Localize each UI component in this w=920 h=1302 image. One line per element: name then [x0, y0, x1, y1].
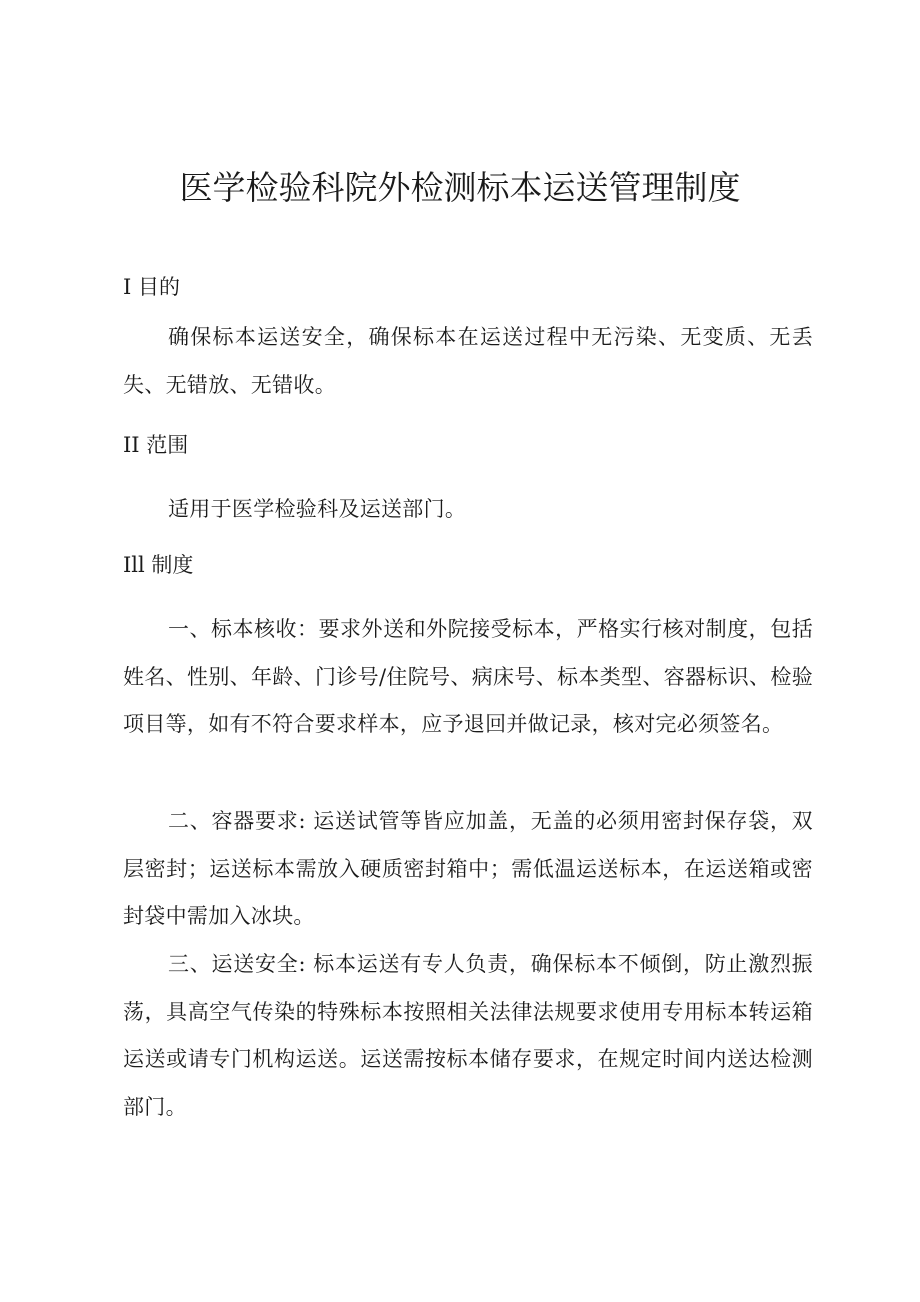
document-title: 医学检验科院外检测标本运送管理制度 [179, 168, 741, 207]
paragraph-specimen-receipt: 一、标本核收：要求外送和外院接受标本，严格实行核对制度，包括姓名、性别、年龄、门诊号/住院号、病床号、标本类型、容器标识、检验项目等，如有不符合要求样本，应予退回并做记录，核对完必须签名。 [123, 617, 813, 736]
section-heading-purpose: I 目的 [123, 275, 180, 299]
section-heading-policy: Ill 制度 [123, 553, 194, 577]
paragraph-scope: 适用于医学检验科及运送部门。 [168, 497, 467, 521]
paragraph-purpose: 确保标本运送安全，确保标本在运送过程中无污染、无变质、无丢失、无错放、无错收。 [123, 325, 813, 397]
section-heading-scope: II 范围 [123, 433, 189, 457]
paragraph-transport-safety: 三、运送安全: 标本运送有专人负责，确保标本不倾倒，防止激烈振荡，具高空气传染的特殊标本按照相关法律法规要求使用专用标本转运箱运送或请专门机构运送。运送需按标本储存要求，在规定时间内送达检测部门。 [123, 952, 813, 1119]
paragraph-container-requirements: 二、容器要求: 运送试管等皆应加盖，无盖的必须用密封保存袋，双层密封；运送标本需放入硬质密封箱中；需低温运送标本，在运送箱或密封袋中需加入冰块。 [123, 809, 813, 928]
